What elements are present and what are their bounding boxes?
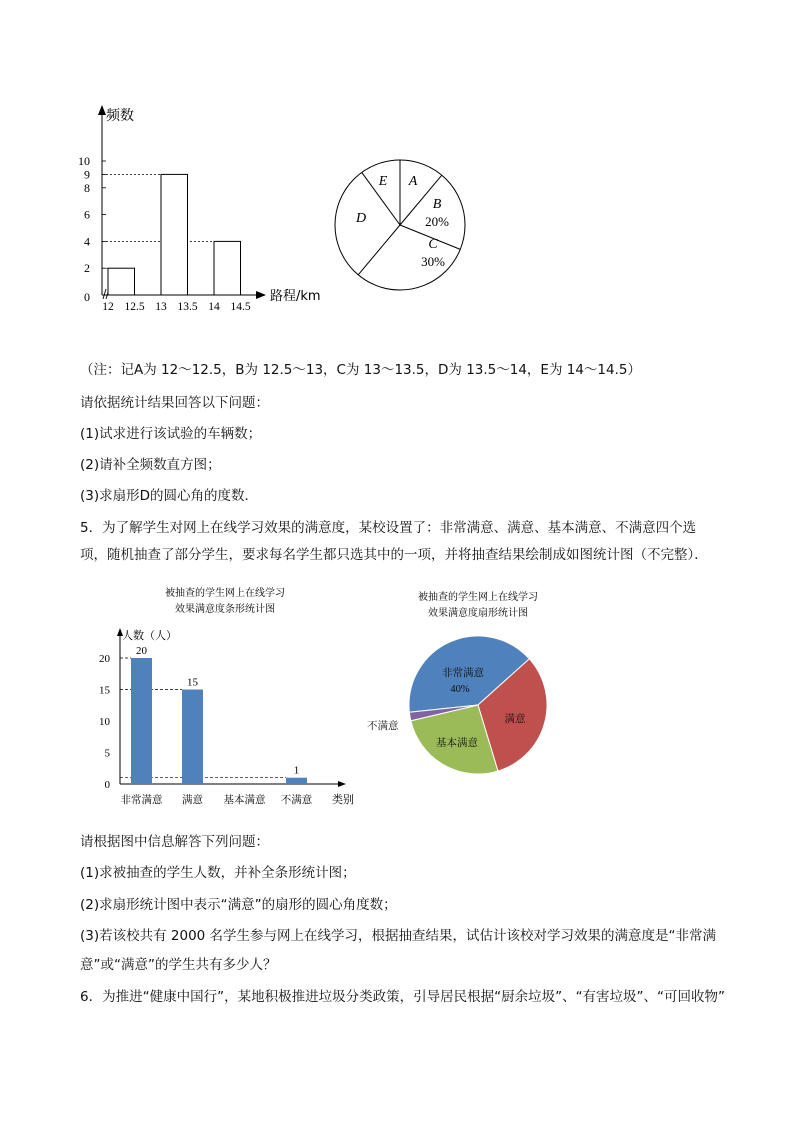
y-tick-label: 0 (104, 779, 110, 791)
chart-title-line1: 被抽查的学生网上在线学习 (165, 588, 285, 599)
x-tick-label: 13.5 (177, 301, 198, 313)
x-tick-label: 12.5 (124, 301, 145, 313)
question-2-3a: (3)若该校共有 2000 名学生参与网上在线学习，根据抽查结果，试估计该校对学习效果的满意度是“非常满 (80, 928, 717, 944)
problem-6: 6．为推进“健康中国行”，某地积极推进垃圾分类政策，引导居民根据“厨余垃圾”、“有害垃圾”、“可回收物” (80, 989, 726, 1005)
y-axis-label: 频数 (106, 108, 134, 124)
prompt-2: 请根据图中信息解答下列问题： (80, 834, 269, 850)
x-tick-label: 13 (155, 301, 167, 313)
problem-5: 5．为了解学生对网上在线学习效果的满意度，某校设置了：非常满意、满意、基本满意、不满意四个选项，随机抽查了部分学生，要求每名学生都只选其中的一项，并将抽查结果绘制成如图统计图（不完整）． (80, 520, 708, 563)
pie-label-very-satisfied: 非常满意 (442, 667, 484, 679)
question-2-3b: 意”或“满意”的学生共有多少人？ (80, 957, 277, 973)
frequency-histogram (70, 95, 340, 325)
x-category-label: 非常满意 (120, 794, 163, 806)
y-tick-label: 20 (99, 653, 110, 665)
satisfaction-bar-chart (90, 582, 370, 812)
pie-slice-label: D (355, 211, 367, 226)
bar (182, 690, 203, 785)
histogram-bar (108, 268, 135, 295)
chart-title-line2: 效果满意度扇形统计图 (428, 608, 528, 619)
bar-value-label: 15 (187, 676, 198, 689)
y-axis-label: 人数（人） (122, 629, 177, 642)
y-tick-label: 2 (84, 261, 90, 276)
histogram-bar (214, 241, 241, 295)
y-tick-label: 8 (84, 180, 90, 195)
x-category-label: 满意 (182, 794, 203, 806)
question-1-3: (3)求扇形D的圆心角的度数． (80, 488, 259, 504)
question-1-1: (1)试求进行该试验的车辆数； (80, 426, 262, 442)
satisfaction-pie-chart (360, 582, 570, 782)
x-axis-label: 类别 (332, 793, 354, 806)
pie-label-basic: 基本满意 (436, 737, 478, 749)
pie-label-satisfied: 满意 (504, 713, 526, 725)
range-note: （注：记A为 12～12.5，B为 12.5～13，C为 13～13.5，D为 13.5～14，E为 14～14.5） (80, 362, 641, 378)
x-tick-label: 12 (102, 301, 114, 313)
bar-value-label: 20 (136, 645, 147, 657)
pie-slice-label: C (428, 237, 438, 252)
bar-value-label: 1 (293, 764, 300, 777)
bar (131, 658, 152, 784)
chart-title-line2: 效果满意度条形统计图 (175, 604, 275, 615)
question-1-2: (2)请补全频数直方图； (80, 457, 221, 473)
prompt-1: 请依据统计结果回答以下问题： (80, 395, 269, 411)
pie-label-unsatisfied: 不满意 (367, 720, 399, 732)
pie-percent-very-satisfied: 40% (450, 684, 470, 695)
y-tick-label: 9 (84, 167, 90, 182)
question-2-1: (1)求被抽查的学生人数，并补全条形统计图； (80, 865, 356, 881)
chart-title-line1: 被抽查的学生网上在线学习 (418, 592, 538, 603)
y-tick-label: 0 (84, 290, 90, 304)
x-tick-label: 14 (208, 301, 220, 313)
y-axis-arrow (98, 105, 106, 115)
histogram-bar (161, 174, 188, 295)
x-category-label: 基本满意 (223, 794, 266, 806)
y-tick-label: 10 (78, 154, 90, 168)
pie-slice-label: A (408, 174, 418, 189)
distance-pie-chart (325, 150, 475, 300)
bar (286, 778, 307, 784)
question-2-2: (2)求扇形统计图中表示“满意”的扇形的圆心角度数； (80, 897, 397, 913)
pie-slice-percent: 30% (421, 254, 445, 269)
x-axis-label: 路程/km (270, 289, 321, 304)
y-tick-label: 5 (104, 747, 110, 760)
x-axis-arrow (256, 291, 266, 299)
pie-slice-percent: 20% (425, 214, 449, 229)
y-tick-label: 6 (84, 207, 90, 222)
y-tick-label: 10 (99, 716, 110, 728)
x-category-label: 不满意 (280, 794, 313, 806)
y-tick-label: 4 (84, 234, 90, 249)
x-tick-label: 14.5 (230, 301, 251, 313)
pie-slice-label: E (378, 174, 388, 189)
y-tick-label: 15 (99, 684, 110, 697)
pie-slice-label: B (432, 197, 442, 212)
x-axis-arrow (338, 781, 346, 787)
